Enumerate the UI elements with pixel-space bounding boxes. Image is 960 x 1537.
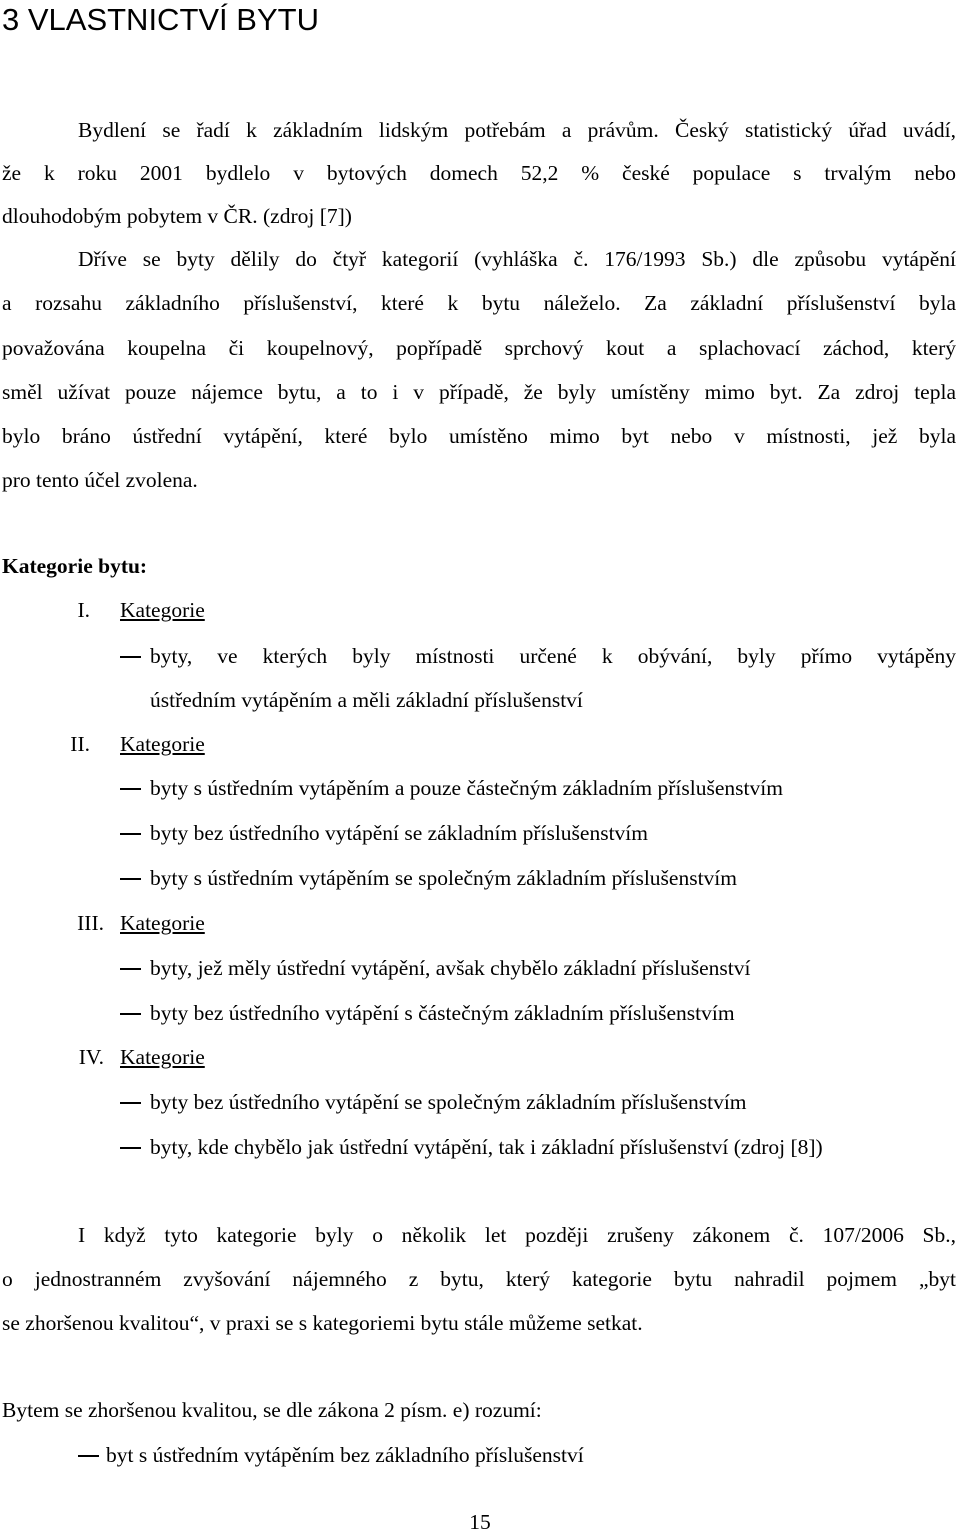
paragraph4-item-1: byt s ústředním vytápěním bez základního příslušenství xyxy=(106,1443,584,1467)
dash-bullet-icon xyxy=(120,788,141,790)
category-3-item-1: byty, jež měly ústřední vytápění, avšak chybělo základní příslušenství xyxy=(150,956,751,980)
category-2-item-1: byty s ústředním vytápěním a pouze částečným základním příslušenstvím xyxy=(150,776,783,800)
paragraph3-line-3: se zhoršenou kvalitou“, v praxi se s kategoriemi bytu stále můžeme setkat. xyxy=(2,1311,643,1335)
dash-bullet-icon xyxy=(120,656,141,658)
category-4-numeral: IV. xyxy=(78,1045,104,1069)
paragraph2-line-2: a rozsahu základního příslušenství, které k bytu náleželo. Za základní příslušenství byla xyxy=(2,291,956,315)
dash-bullet-icon xyxy=(120,1013,141,1015)
dash-bullet-icon xyxy=(78,1455,99,1457)
chapter-heading: 3 VLASTNICTVÍ BYTU xyxy=(2,2,319,37)
paragraph2-line-3: považována koupelna či koupelnový, popřípadě sprchový kout a splachovací záchod, který xyxy=(2,336,956,360)
category-2-item-3: byty s ústředním vytápěním se společným základním příslušenstvím xyxy=(150,866,737,890)
paragraph2-line-1: Dříve se byty dělily do čtyř kategorií (vyhláška č. 176/1993 Sb.) dle způsobu vytápění xyxy=(78,247,956,271)
category-3-label: Kategorie xyxy=(120,911,205,935)
dash-bullet-icon xyxy=(120,878,141,880)
category-4-item-2: byty, kde chybělo jak ústřední vytápění, tak i základní příslušenství (zdroj [8]) xyxy=(150,1135,823,1159)
categories-title: Kategorie bytu: xyxy=(2,554,148,578)
dash-bullet-icon xyxy=(120,1102,141,1104)
category-4-label: Kategorie xyxy=(120,1045,205,1069)
dash-bullet-icon xyxy=(120,1147,141,1149)
page-number: 15 xyxy=(469,1510,491,1534)
paragraph2-line-4: směl užívat pouze nájemce bytu, a to i v případě, že byly umístěny mimo byt. Za zdroj tepla xyxy=(2,380,956,404)
intro-line-2: že k roku 2001 bydlelo v bytových domech 52,2 % české populace s trvalým nebo xyxy=(2,161,956,185)
category-1-label: Kategorie xyxy=(120,598,205,622)
dash-bullet-icon xyxy=(120,833,141,835)
category-3-item-2: byty bez ústředního vytápění s částečným základním příslušenstvím xyxy=(150,1001,735,1025)
dash-bullet-icon xyxy=(120,968,141,970)
intro-line-3: dlouhodobým pobytem v ČR. (zdroj [7]) xyxy=(2,204,352,228)
paragraph2-line-5: bylo bráno ústřední vytápění, které bylo umístěno mimo byt nebo v místnosti, jež byla xyxy=(2,424,956,448)
category-1-item-1-line-1: byty, ve kterých byly místnosti určené k obývání, byly přímo vytápěny xyxy=(150,644,956,668)
paragraph3-line-1: I když tyto kategorie byly o několik let později zrušeny zákonem č. 107/2006 Sb., xyxy=(78,1223,956,1247)
category-2-item-2: byty bez ústředního vytápění se základním příslušenstvím xyxy=(150,821,648,845)
category-2-label: Kategorie xyxy=(120,732,205,756)
category-3-numeral: III. xyxy=(77,911,104,935)
category-1-numeral: I. xyxy=(77,598,90,622)
paragraph4-line-1: Bytem se zhoršenou kvalitou, se dle zákona 2 písm. e) rozumí: xyxy=(2,1398,542,1422)
category-4-item-1: byty bez ústředního vytápění se společným základním příslušenstvím xyxy=(150,1090,747,1114)
category-1-item-1-line-2: ústředním vytápěním a měli základní příslušenství xyxy=(150,688,583,712)
intro-line-1: Bydlení se řadí k základním lidským potřebám a právům. Český statistický úřad uvádí, xyxy=(78,118,956,142)
paragraph3-line-2: o jednostranném zvyšování nájemného z bytu, který kategorie bytu nahradil pojmem „byt xyxy=(2,1267,956,1291)
paragraph2-line-6: pro tento účel zvolena. xyxy=(2,468,198,492)
category-2-numeral: II. xyxy=(70,732,90,756)
